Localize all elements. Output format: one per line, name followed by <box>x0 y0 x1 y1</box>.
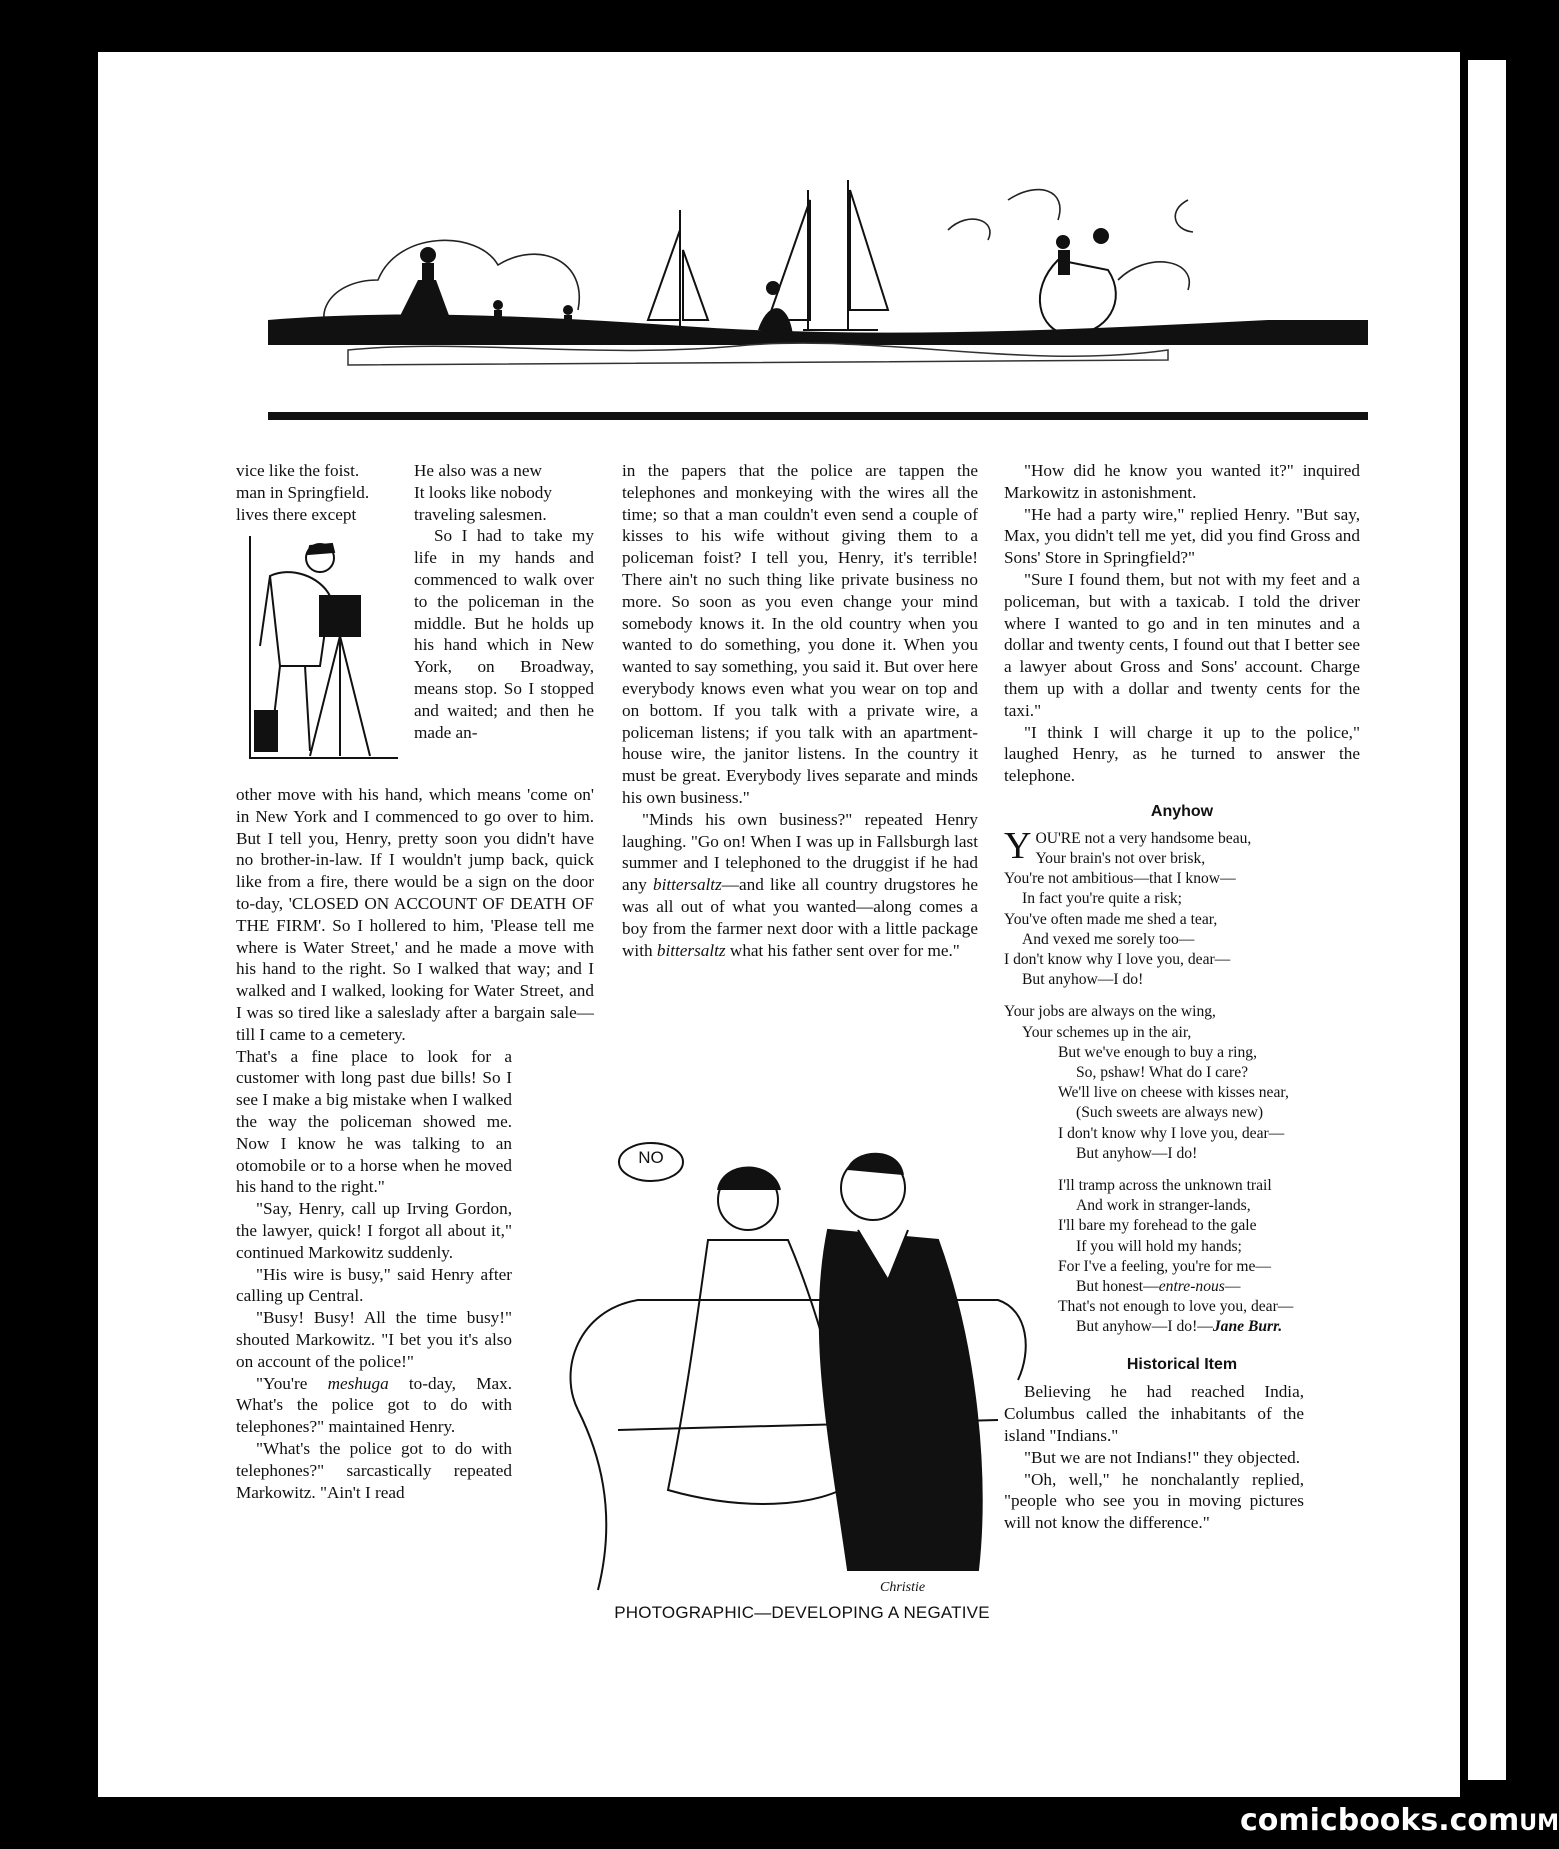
column1-wrap-right <box>414 460 594 743</box>
poem-line: You're not ambitious—that I know— <box>1004 870 1236 888</box>
column1-body <box>236 784 594 1503</box>
poem-line: Your brain's not over brisk, <box>1035 849 1206 867</box>
poem-title: Anyhow <box>1150 802 1214 820</box>
column1-paragraph-3: "His wire is busy," said Henry after calling up Central. <box>236 1264 512 1306</box>
line: It looks like nobody <box>414 482 552 502</box>
column3-paragraph-1: "How did he know you wanted it?" inquired Markowitz in astonishment. <box>1004 461 1360 502</box>
poem-line: I'll tramp across the unknown trail <box>1058 1177 1272 1194</box>
column1-paragraph-4: "Busy! Busy! All the time busy!" shouted Markowitz. "I bet you it's also on account of the police!" <box>236 1308 512 1371</box>
historical-paragraph-2: "But we are not Indians!" they objected. <box>1024 1447 1301 1467</box>
column3-paragraph-4: "I think I will charge it up to the police," laughed Henry, as he turned to answer the telephone. <box>1004 722 1360 786</box>
line: lives there except <box>236 504 357 524</box>
poem-line <box>1058 1277 1360 1297</box>
poem-stanza-2 <box>1004 1002 1360 1164</box>
poem-line: And vexed me sorely too— <box>1022 930 1195 948</box>
poem-line: And work in stranger-lands, <box>1076 1197 1251 1215</box>
poem-line: You've often made me shed a tear, <box>1004 910 1218 928</box>
historical-item-title: Historical Item <box>1126 1355 1238 1373</box>
column2-body <box>622 460 978 961</box>
line: man in Springfield. <box>236 482 370 502</box>
poem-line: But we've enough to buy a ring, <box>1058 1043 1257 1061</box>
poem-line: In fact you're quite a risk; <box>1022 890 1182 908</box>
text: But anyhow—I do!— <box>1076 1318 1213 1336</box>
text: to-day, Max. What's the police got to do with telephones?" maintained Henry. <box>236 1373 512 1437</box>
column1-narrow-paragraph: That's a fine place to look for a customer with long past due bills! So I see I make a big mistake when I walked the way the policeman showed me. Now I know he was talking to an otomobile or to a horse when he moved his hand to the right." <box>236 1046 512 1197</box>
text: But honest— <box>1076 1278 1159 1296</box>
photographer-illustration <box>250 536 398 758</box>
line: traveling salesmen. <box>414 504 547 524</box>
column1-paragraph-6: "What's the police got to do with telephones?" sarcastically repeated Markowitz. "Ain't I read <box>236 1438 512 1502</box>
poem-stanza-3 <box>1004 1176 1360 1338</box>
speech-bubble-text: NO <box>638 1148 664 1167</box>
poem-line: So, pshaw! What do I care? <box>1076 1063 1249 1081</box>
column3-paragraph-3: "Sure I found them, but not with my feet and a policeman, but with a taxicab. I told the driver where I wanted to go and in ten minutes and a dollar and twenty cents, I found out that I better see a lawyer about Gross and Sons' account. Charge them up with a dollar and twenty cents for the taxi." <box>1004 569 1360 720</box>
column1-inset-text: So I had to take my life in my hands and commenced to walk over to the policeman in the middle. But he holds up his hand which in New York, on Broadway, means stop. So I stopped and waited; and then he made an- <box>414 526 594 742</box>
facing-page-edge <box>1462 60 1506 1780</box>
poem-line: I'll bare my forehead to the gale <box>1058 1217 1257 1235</box>
cartoon-caption: PHOTOGRAPHIC—DEVELOPING A NEGATIVE <box>614 1603 990 1622</box>
poem-line: (Such sweets are always new) <box>1076 1104 1264 1122</box>
text: —and like all country drugstores he was all out of what you wanted—along comes a boy from the farmer next door with a little package with <box>622 875 978 960</box>
column1-wrap-left <box>236 460 408 525</box>
beach-banner-illustration <box>268 170 1368 432</box>
poem-line: We'll live on cheese with kisses near, <box>1058 1084 1289 1102</box>
poem-line: For I've a feeling, you're for me— <box>1058 1257 1272 1275</box>
column3-paragraph-2: "He had a party wire," replied Henry. "But say, Max, you didn't tell me yet, did you find Gross and Sons' Store in Springfield?" <box>1004 504 1360 568</box>
text: — <box>1224 1278 1241 1296</box>
couple-on-sofa-cartoon <box>558 1130 1032 1598</box>
historical-paragraph-1: Believing he had reached India, Columbus called the inhabitants of the island "Indians." <box>1004 1382 1304 1446</box>
site-watermark <box>1240 1801 1559 1841</box>
poem-dropcap: Y <box>1004 824 1032 867</box>
column1-full-paragraph: other move with his hand, which means 'come on' in New York and I commenced to go over to him. But I tell you, Henry, pretty soon you didn't have no brother-in-law. If I wouldn't jump back, quick like from a fire, there would be a sign on the door to-day, 'CLOSED ON ACCOUNT OF DEATH OF THE FIRM'. So I hollered to him, 'Please tell me where is Water Street,' and he made a move with his hand to the right. So I walked that way; and I walked and I walked, looking for Water Street, and I was so tired like a saleslady after a bargain sale—till I came to a cemetery. <box>236 785 594 1044</box>
poem-line: I don't know why I love you, dear— <box>1058 1124 1285 1142</box>
poem-line <box>1058 1317 1360 1337</box>
poem-line: Your schemes up in the air, <box>1022 1023 1192 1041</box>
historical-paragraph-3: "Oh, well," he nonchalantly replied, "people who see you in moving pictures will not know the difference." <box>1004 1469 1304 1533</box>
poem-stanza-1 <box>1004 824 1360 991</box>
artist-signature: Christie <box>880 1580 926 1595</box>
italic-word: bittersaltz <box>656 940 726 960</box>
poem-line: If you will hold my hands; <box>1076 1237 1242 1255</box>
text: "You're <box>256 1373 328 1393</box>
poem-line: Your jobs are always on the wing, <box>1004 1003 1216 1021</box>
column2-paragraph-2 <box>622 809 978 962</box>
text: "Minds his own business?" repeated Henry laughing. "Go on! When I was up in Fallsburgh last summer and I telephoned to the druggist if he had any <box>622 809 978 895</box>
column1-paragraph-5 <box>236 1373 512 1438</box>
column2-paragraph-1: in the papers that the police are tappen the telephones and monkeying with the wires all the time; so that a man couldn't even send a couple of kisses to his wife without giving them to a policeman foist? I tell you, Henry, it's terrible! There ain't no such thing like private business no more. So soon as you even change your mind somebody knows it. In the old country when you wanted to do something, you done it. When you wanted to say something, you said it. But over here everybody knows even what you wear on top and on bottom. If you talk with a private wire, a policeman listens; if you talk with an apartment-house wire, the janitor listens. In the country it must be great. Everybody lives separate and minds his own business." <box>622 461 978 807</box>
poem-line: OU'RE not a very handsome beau, <box>1035 829 1252 847</box>
watermark-text: comicbooks.com <box>1240 1803 1520 1838</box>
poem-line: I don't know why I love you, dear— <box>1004 950 1231 968</box>
column1-paragraph-2: "Say, Henry, call up Irving Gordon, the lawyer, quick! I forgot all about it," continued Markowitz suddenly. <box>236 1199 512 1262</box>
italic-word: meshuga <box>327 1373 389 1393</box>
poem-line: But anyhow—I do! <box>1022 971 1144 989</box>
poem-line: That's not enough to love you, dear— <box>1058 1298 1294 1316</box>
line: He also was a new <box>414 461 542 480</box>
column3-body <box>1004 460 1360 1534</box>
poem-line: But anyhow—I do! <box>1076 1144 1198 1162</box>
poem-author: Jane Burr. <box>1212 1318 1283 1336</box>
watermark-suffix: UM <box>1519 1811 1559 1836</box>
line: vice like the foist. <box>236 461 360 480</box>
italic-word: bittersaltz <box>653 875 722 895</box>
text: what his father sent over for me." <box>725 940 960 960</box>
italic-word: entre-nous <box>1158 1278 1225 1296</box>
